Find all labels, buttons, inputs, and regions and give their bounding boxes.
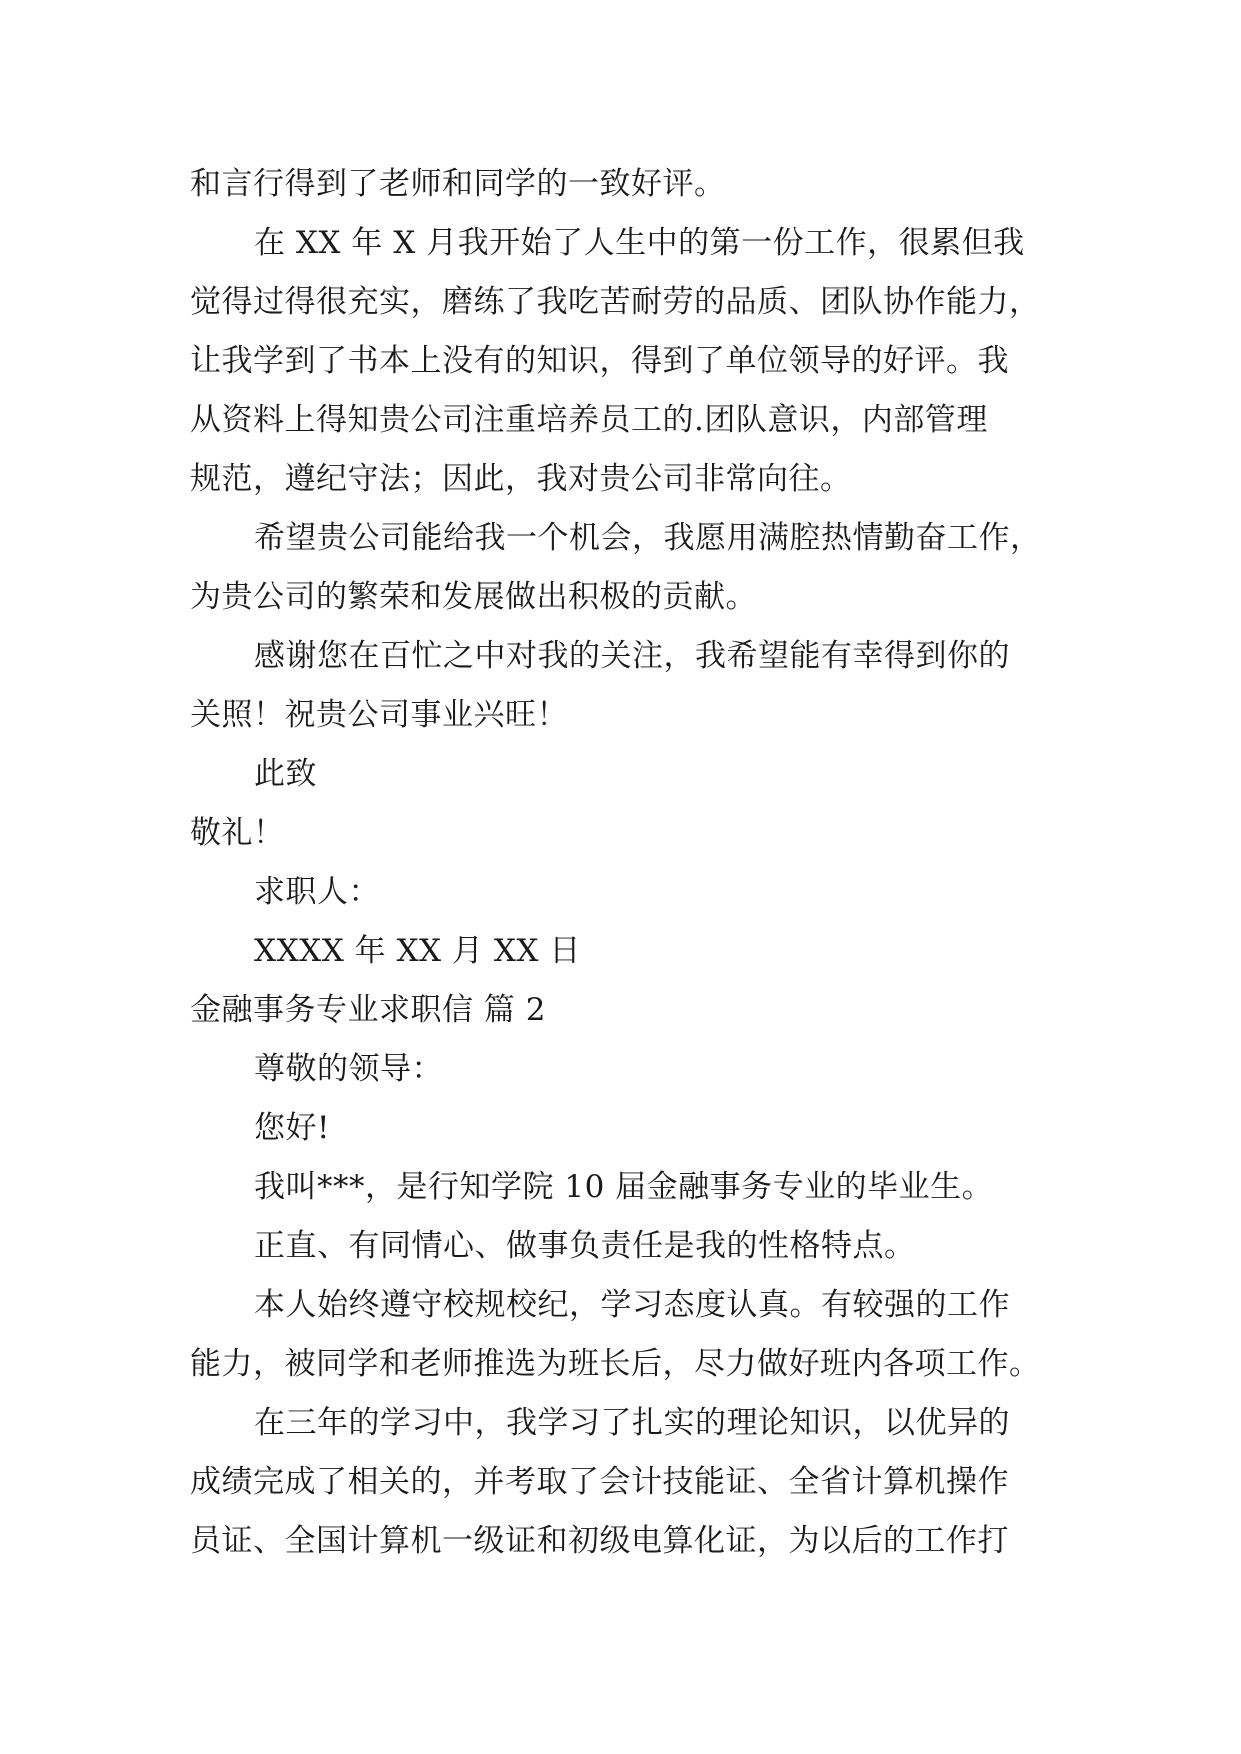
text-line: 为贵公司的繁荣和发展做出积极的贡献。: [190, 579, 757, 615]
letter-greeting: 尊敬的领导：: [254, 1051, 443, 1087]
text-line: 员证、全国计算机一级证和初级电算化证，为以后的工作打: [190, 1523, 1009, 1559]
letter-greeting-hello: 您好!: [254, 1110, 330, 1146]
text-line: 在 XX 年 X 月我开始了人生中的第一份工作，很累但我: [254, 225, 1025, 261]
text-line: 能力，被同学和老师推选为班长后，尽力做好班内各项工作。: [190, 1346, 1041, 1382]
text-line: 本人始终遵守校规校纪，学习态度认真。有较强的工作: [254, 1287, 1010, 1323]
text-line: 正直、有同情心、做事负责任是我的性格特点。: [254, 1228, 916, 1264]
text-line: 感谢您在百忙之中对我的关注，我希望能有幸得到你的: [254, 638, 1010, 674]
letter-date: XXXX 年 XX 月 XX 日: [254, 933, 581, 969]
closing-salutation: 此致: [254, 756, 317, 792]
text-line: 让我学到了书本上没有的知识，得到了单位领导的好评。我: [190, 343, 1009, 379]
text-line: 我叫***，是行知学院 10 届金融事务专业的毕业生。: [254, 1169, 994, 1205]
text-line: 觉得过得很充实，磨练了我吃苦耐劳的品质、团队协作能力，: [190, 284, 1041, 320]
text-line: 从资料上得知贵公司注重培养员工的.团队意识，内部管理: [190, 402, 988, 438]
text-line: 希望贵公司能给我一个机会，我愿用满腔热情勤奋工作，: [254, 520, 1042, 556]
text-line: 关照！祝贵公司事业兴旺！: [190, 697, 568, 733]
text-line: 规范，遵纪守法；因此，我对贵公司非常向往。: [190, 461, 852, 497]
closing-regards: 敬礼！: [190, 815, 285, 851]
text-line: 和言行得到了老师和同学的一致好评。: [190, 166, 726, 202]
document-body: [190, 155, 1050, 1571]
section-heading: 金融事务专业求职信 篇 2: [190, 992, 546, 1028]
text-line: 成绩完成了相关的，并考取了会计技能证、全省计算机操作: [190, 1464, 1009, 1500]
applicant-signature: 求职人：: [254, 874, 380, 910]
text-line: 在三年的学习中，我学习了扎实的理论知识，以优异的: [254, 1405, 1010, 1441]
